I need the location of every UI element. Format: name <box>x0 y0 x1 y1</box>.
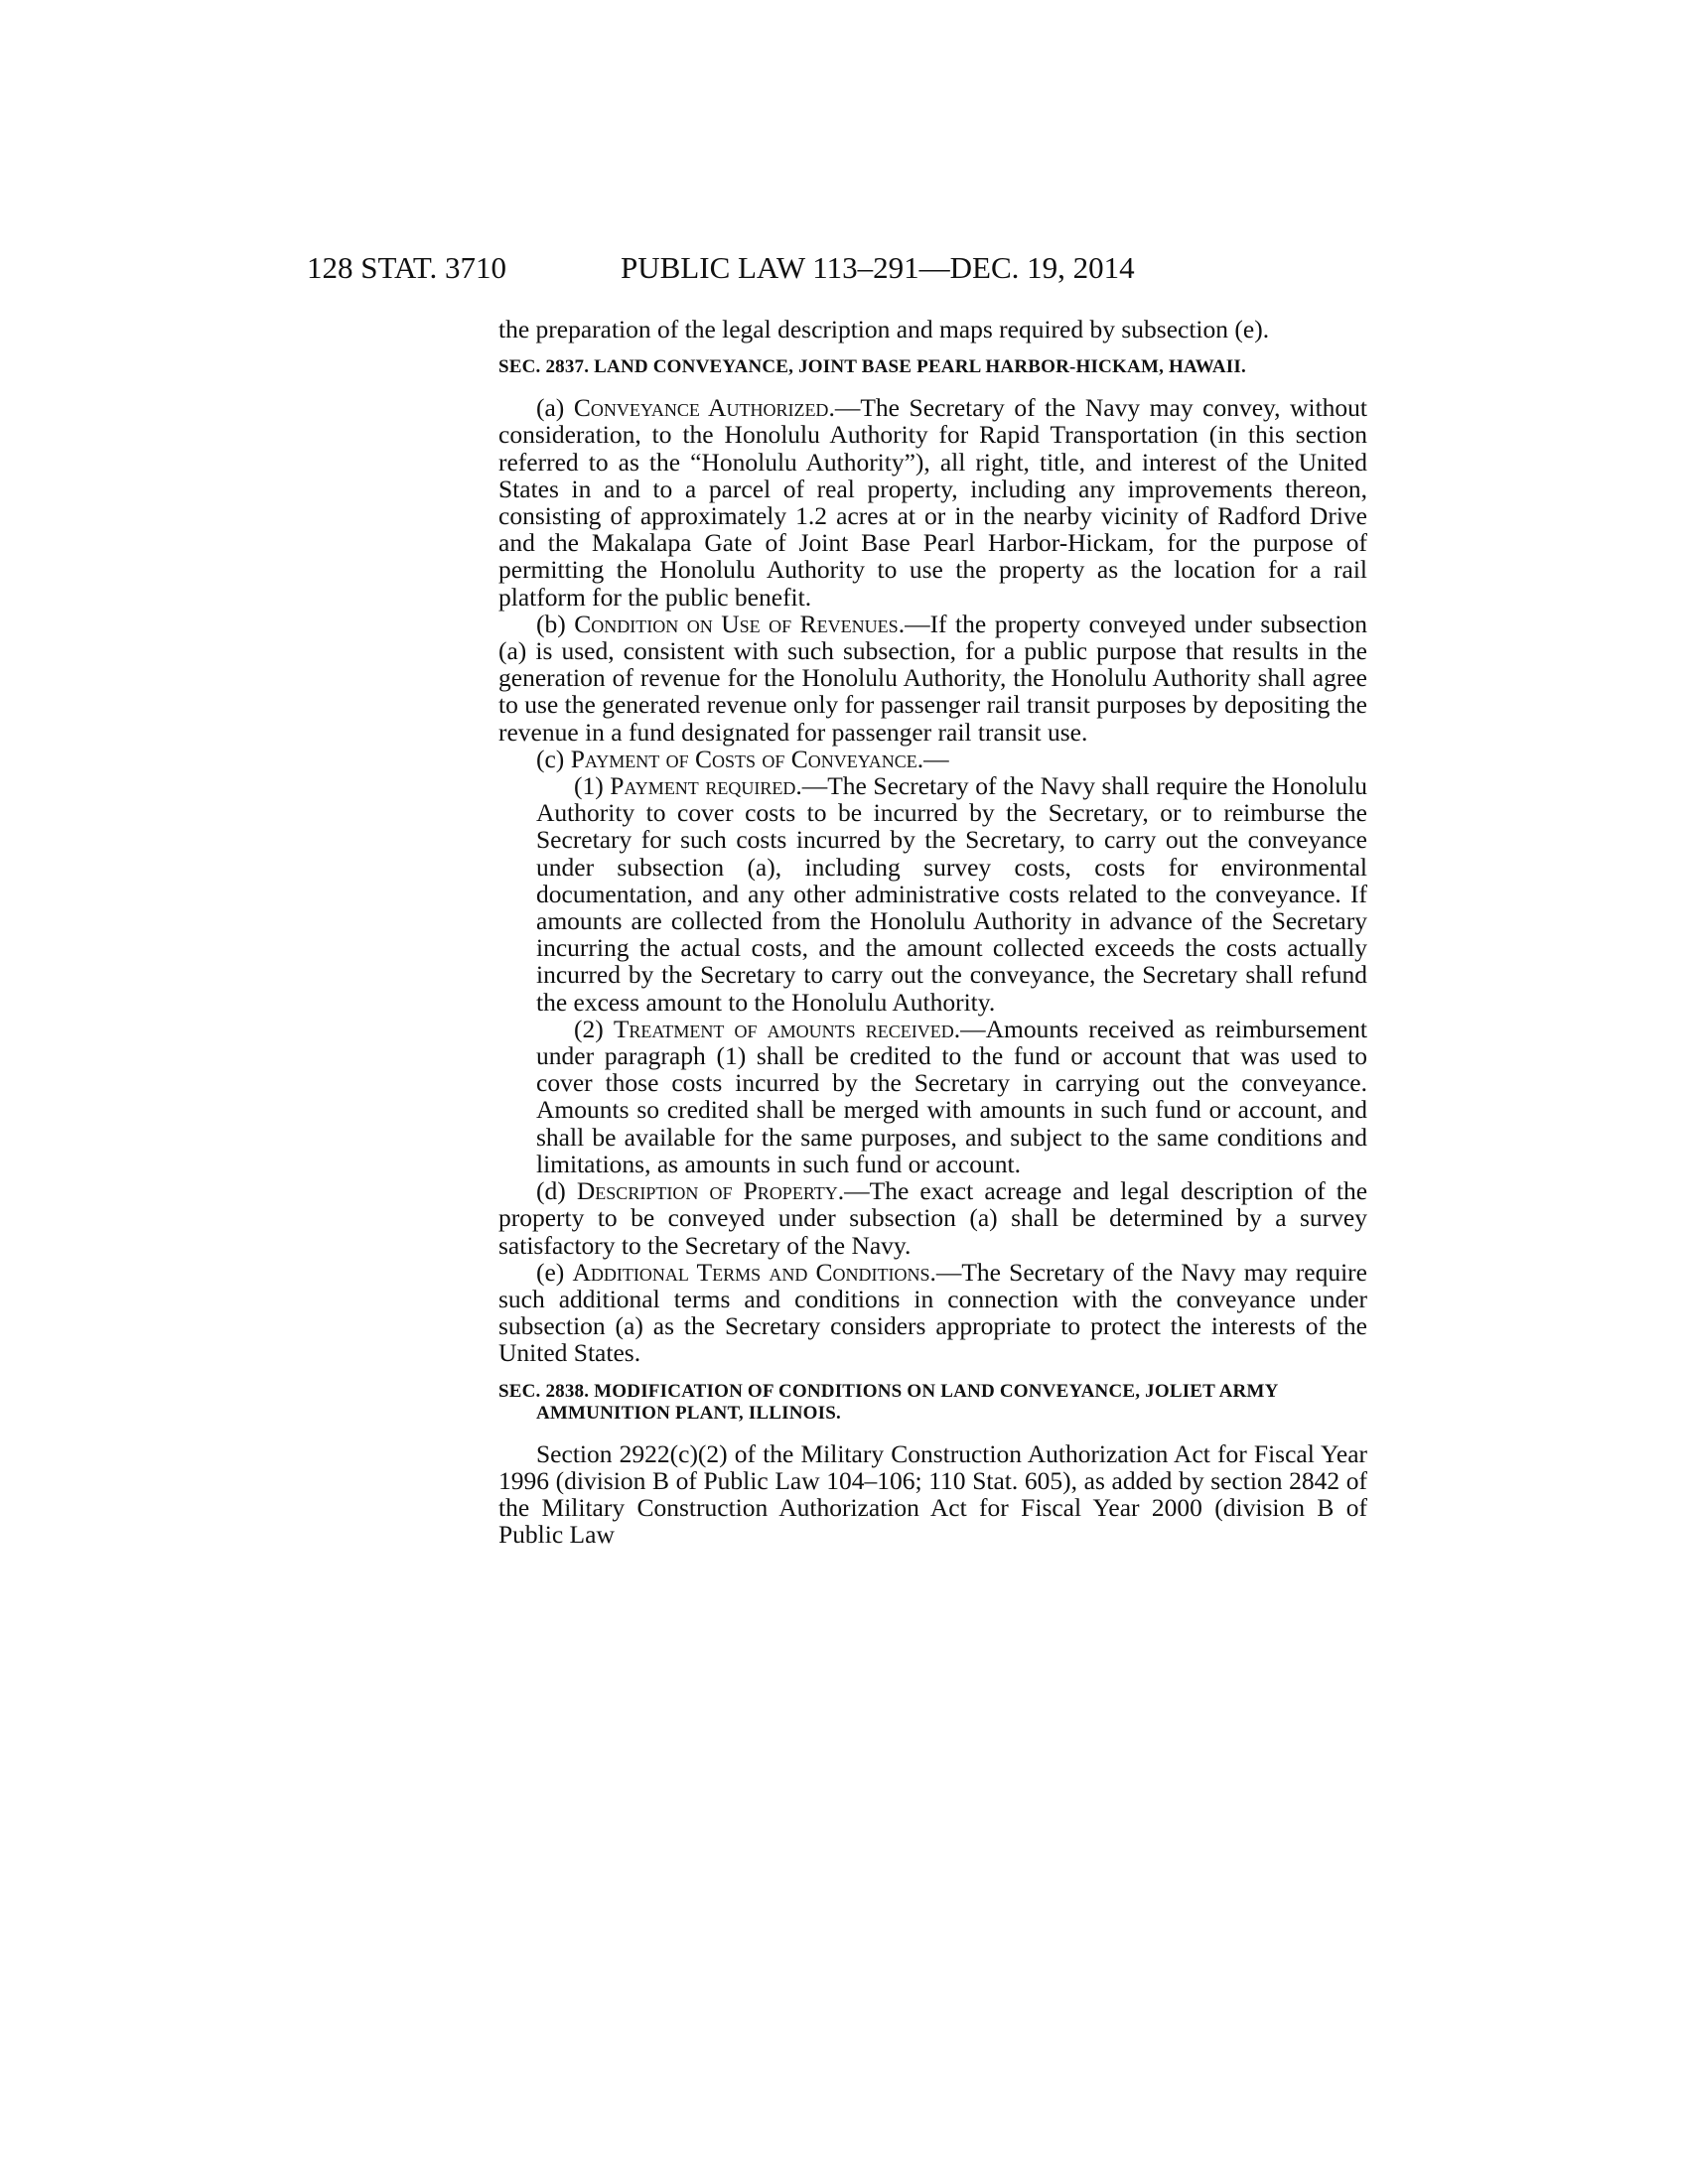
paragraph-c-2-text: .—Amounts received as reimbursement under paragraph (1) shall be credited to the fund or account that was used to cover those costs incurred by the Secretary in carrying out the conveyance. Amounts so credited shall be merged with amounts in such fund or account, and shall be available for the same purposes, and subject to the same conditions and limitations, as amounts in such fund or account. <box>536 1014 1367 1178</box>
subsection-d-caption: Description of Property <box>576 1176 838 1206</box>
subsection-a-caption: Conveyance Authorized <box>573 393 829 423</box>
subsection-b <box>498 611 1367 746</box>
subsection-b-caption: Condition on Use of Revenues <box>574 609 899 638</box>
statute-citation: 128 STAT. 3710 <box>307 250 507 285</box>
section-2838-heading: SEC. 2838. MODIFICATION OF CONDITIONS ON LAND CONVEYANCE, JOLIET ARMY AMMUNITION PLANT, ILLINOIS. <box>498 1380 1278 1424</box>
carryover-paragraph: the preparation of the legal description and maps required by subsection (e). <box>498 315 1270 343</box>
public-law-citation: PUBLIC LAW 113–291—DEC. 19, 2014 <box>621 250 1135 285</box>
subsection-a-text: .—The Secretary of the Navy may convey, without consideration, to the Honolulu Authority for Rapid Transportation (in this section referred to as the “Honolulu Authority”), all right, title, and interest of the United States in and to a parcel of real property, including any improvements thereon, consisting of approximately 1.2 acres at or in the nearby vicinity of Radford Drive and the Makalapa Gate of Joint Base Pearl Harbor-Hickam, for the purpose of permitting the Honolulu Authority to use the property as the location for a rail platform for the public benefit. <box>498 393 1367 612</box>
paragraph-c-2 <box>536 1016 1367 1177</box>
subsection-d-label: (d) <box>536 1176 577 1206</box>
subsection-e-text: .—The Secretary of the Navy may require such additional terms and conditions in connection with the conveyance under subsection (a) as the Secretary considers appropriate to protect the interests of the United States. <box>498 1257 1367 1368</box>
subsection-c-label: (c) <box>536 744 571 773</box>
subsection-d <box>498 1177 1367 1259</box>
section-2838-text: Section 2922(c)(2) of the Military Construction Authorization Act for Fiscal Year 1996 (division B of Public Law 104–106; 110 Stat. 605), as added by section 2842 of the Military Construction Authorization Act for Fiscal Year 2000 (division B of Public Law <box>498 1438 1367 1550</box>
subsection-e-label: (e) <box>536 1257 573 1287</box>
subsection-d-text: .—The exact acreage and legal description of the property to be conveyed under subsection (a) shall be determined by a survey satisfactory to the Secretary of the Navy. <box>498 1176 1368 1260</box>
subsection-a <box>498 394 1367 611</box>
subsection-e-caption: Additional Terms and Conditions <box>572 1257 930 1287</box>
paragraph-c-1 <box>536 772 1367 1016</box>
subsection-c-caption: Payment of Costs of Conveyance <box>570 744 917 773</box>
paragraph-c-1-caption: Payment required <box>610 771 796 801</box>
section-2837-heading: SEC. 2837. LAND CONVEYANCE, JOINT BASE PEARL HARBOR-HICKAM, HAWAII. <box>498 356 1246 378</box>
subsection-a-label: (a) <box>536 393 574 423</box>
paragraph-c-2-label: (2) <box>574 1014 614 1043</box>
body-text-column <box>498 316 1367 1548</box>
running-head <box>307 248 1373 288</box>
paragraph-c-2-caption: Treatment of amounts received <box>613 1014 954 1043</box>
subsection-c <box>498 746 1367 772</box>
subsection-b-text: .—If the property conveyed under subsection (a) is used, consistent with such subsection, for a public purpose that results in the generation of revenue for the Honolulu Authority, the Honolulu Authority shall agree to use the generated revenue only for passenger rail transit purposes by depositing the revenue in a fund designated for passenger rail transit use. <box>498 609 1368 747</box>
paragraph-c-1-label: (1) <box>574 771 611 801</box>
paragraph-c-1-text: .—The Secretary of the Navy shall require the Honolulu Authority to cover costs to be incurred by the Secretary, or to reimburse the Secretary for such costs incurred by the Secretary, to carry out the conveyance under subsection (a), including survey costs, costs for environmental documentation, and any other administrative costs related to the conveyance. If amounts are collected from the Honolulu Authority in advance of the Secretary incurring the actual costs, and the amount collected exceeds the costs actually incurred by the Secretary to carry out the conveyance, the Secretary shall refund the excess amount to the Honolulu Authority. <box>536 771 1367 1017</box>
subsection-c-text: .— <box>916 744 949 773</box>
subsection-b-label: (b) <box>536 609 575 638</box>
subsection-e <box>498 1259 1367 1367</box>
